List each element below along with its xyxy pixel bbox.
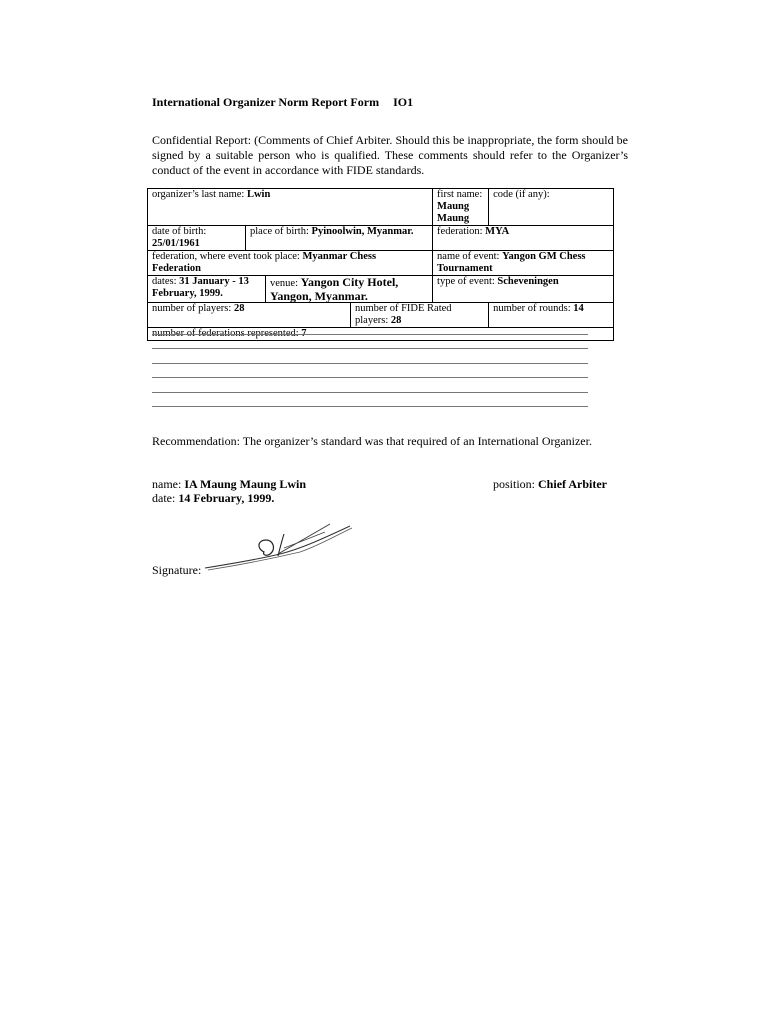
form-title	[152, 95, 413, 110]
rated-players-cell	[351, 303, 489, 328]
dob-value: 25/01/1961	[152, 238, 200, 249]
date-label: date:	[152, 491, 179, 505]
rounds-cell	[489, 303, 614, 328]
table-row	[148, 251, 614, 276]
event-federation-cell	[148, 251, 433, 276]
first-name-label: first name:	[437, 189, 483, 200]
federations-value: 7	[301, 328, 307, 339]
table-row	[148, 226, 614, 251]
form-code: IO1	[393, 95, 414, 109]
organizer-info-table	[147, 188, 614, 341]
comment-line	[152, 378, 588, 392]
position-label: position:	[493, 477, 539, 491]
players-value: 28	[233, 303, 245, 314]
rounds-label: number of rounds:	[493, 303, 574, 314]
federations-label: number of federations represented:	[152, 328, 302, 339]
rounds-value: 14	[573, 303, 584, 314]
event-federation-value: Myanmar Chess	[302, 251, 377, 262]
table-row	[148, 303, 614, 328]
last-name-label: organizer’s last name:	[152, 189, 247, 200]
dob-cell	[148, 226, 246, 251]
event-federation-value-cont: Federation	[152, 263, 201, 274]
comment-line	[152, 335, 588, 349]
rated-players-value: 28	[390, 315, 402, 326]
signature-label: Signature:	[152, 563, 202, 577]
venue-value: Yangon City Hotel,	[300, 275, 399, 289]
table-row	[148, 276, 614, 303]
venue-label: venue:	[270, 278, 301, 289]
federation-label: federation:	[437, 226, 486, 237]
code-cell	[489, 189, 614, 226]
handwritten-signature	[200, 518, 360, 578]
event-type-value: Scheveningen	[497, 276, 559, 287]
first-name-value: Maung Maung	[437, 201, 470, 224]
federation-value: MYA	[485, 226, 510, 237]
dates-cell	[148, 276, 266, 303]
event-type-cell	[433, 276, 614, 303]
pob-value: Pyinoolwin, Myanmar.	[311, 226, 414, 237]
recommendation-text: Recommendation: The organizer’s standard was that required of an International Organizer.	[152, 434, 592, 448]
venue-cell	[266, 276, 433, 303]
table-row	[148, 189, 614, 226]
name-value: IA Maung Maung Lwin	[184, 477, 307, 491]
comment-line	[152, 349, 588, 363]
dates-label: dates:	[152, 276, 180, 287]
first-name-cell	[433, 189, 489, 226]
comment-line	[152, 393, 588, 407]
position-block	[493, 477, 607, 492]
date-value: 14 February, 1999.	[178, 491, 275, 505]
federation-cell	[433, 226, 614, 251]
dates-value: 31 January - 13	[179, 276, 249, 287]
players-cell	[148, 303, 351, 328]
last-name-value: Lwin	[246, 189, 271, 200]
event-type-label: type of event:	[437, 276, 498, 287]
form-title-text: International Organizer Norm Report Form	[152, 95, 380, 109]
comment-lines	[152, 334, 588, 407]
event-name-value-cont: Tournament	[437, 263, 493, 274]
last-name-cell	[148, 189, 433, 226]
pob-cell	[246, 226, 433, 251]
rated-players-label: number of FIDE Rated players:	[355, 303, 452, 326]
position-value: Chief Arbiter	[538, 477, 607, 491]
event-name-label: name of event:	[437, 251, 503, 262]
signoff-block	[152, 477, 306, 505]
event-name-value: Yangon GM Chess	[502, 251, 586, 262]
code-label: code (if any):	[493, 189, 550, 200]
intro-paragraph: Confidential Report: (Comments of Chief Arbiter. Should this be inappropriate, the form should be signed by a suitable person who is qualified. These comments should refer to the Organizer’s conduct of the event in accordance with FIDE standards.	[152, 133, 628, 177]
comment-line	[152, 364, 588, 378]
players-label: number of players:	[152, 303, 234, 314]
dates-value-cont: February, 1999.	[152, 288, 223, 299]
venue-value-cont: Yangon, Myanmar.	[270, 289, 368, 303]
event-name-cell	[433, 251, 614, 276]
event-federation-label: federation, where event took place:	[152, 251, 303, 262]
pob-label: place of birth:	[250, 226, 312, 237]
name-label: name:	[152, 477, 185, 491]
dob-label: date of birth:	[152, 226, 207, 237]
